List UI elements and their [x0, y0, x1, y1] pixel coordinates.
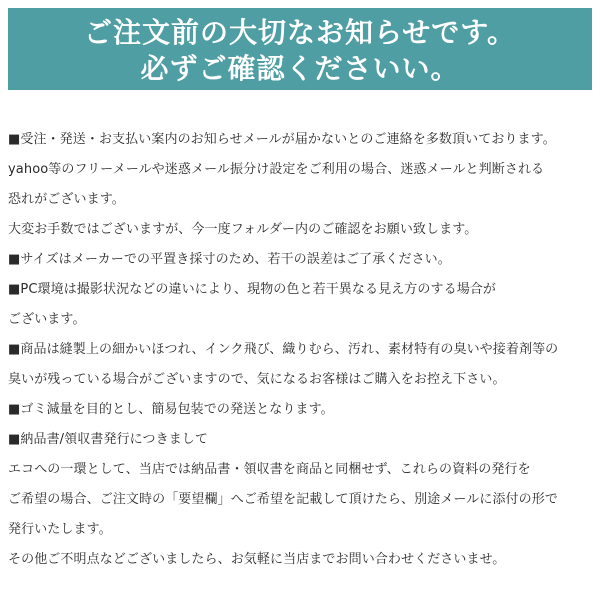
notice-line: ■受注・発送・お支払い案内のお知らせメールが届かないとのご連絡を多数頂いております。 [8, 132, 556, 147]
notice-line: ■ゴミ減量を目的とし、簡易包装での発送となります。 [8, 402, 334, 417]
notice-banner [8, 8, 592, 90]
banner-subtitle: 必ずご確認くださいい。 [140, 52, 460, 85]
notice-line: ■商品は縫製上の細かいほつれ、インク飛び、織りむら、汚れ、素材特有の臭いや接着剤等の [8, 342, 559, 357]
notice-line: yahoo等のフリーメールや迷惑メール振分け設定をご利用の場合、迷惑メールと判断される [8, 162, 545, 177]
notice-line: 臭いが残っている場合がございますので、気になるお客様はご購入をお控え下さい。 [8, 372, 506, 387]
notice-line: 発行いたします。 [8, 522, 112, 537]
notice-line: ■サイズはメーカーでの平置き採寸のため、若干の誤差はご了承ください。 [8, 252, 451, 267]
notice-line: ■PC環境は撮影状況などの違いにより、現物の色と若干異なる見え方のする場合が [8, 282, 496, 297]
notice-line: 恐れがございます。 [8, 192, 125, 207]
notice-line: エコへの一環として、当店では納品書・領収書を商品と同梱せず、これらの資料の発行を [8, 462, 531, 477]
banner-title: ご注文前の大切なお知らせです。 [84, 16, 516, 49]
notice-line: ■納品書/領収書発行につきまして [8, 432, 209, 447]
notice-body [8, 125, 596, 575]
notice-line: ご希望の場合、ご注文時の「要望欄」へご希望を記載して頂けたら、別途メールに添付の形で [8, 492, 558, 507]
notice-line: 大変お手数ではございますが、今一度フォルダー内のご確認をお願い致します。 [8, 222, 478, 237]
notice-line: ございます。 [8, 312, 86, 327]
notice-line: その他ご不明点などございましたら、お気軽に当店までお問い合わせくださいませ。 [8, 552, 506, 567]
